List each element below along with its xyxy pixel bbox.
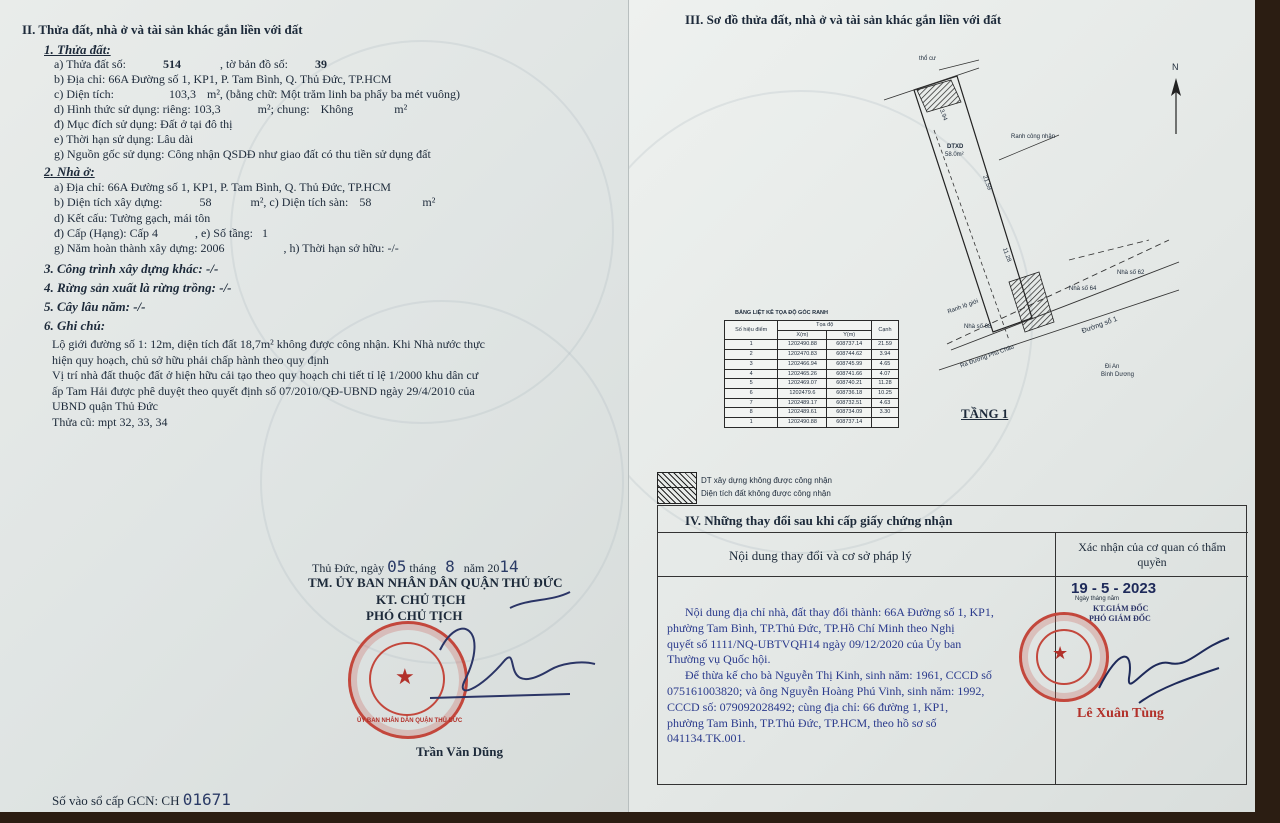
coord-cell-e: 4.65 — [871, 359, 898, 369]
coord-cell-x: 1202479.6 — [778, 388, 827, 398]
plot-diagram — [879, 50, 1199, 430]
house-g: g) Năm hoàn thành xây dựng: 2006 , h) Thời hạn sở hữu: -/- — [54, 241, 399, 255]
map-label-dian2: Bình Dương — [1101, 372, 1134, 378]
signer-name: Trần Văn Dũng — [416, 744, 503, 759]
stamp-role2: PHÓ GIÁM ĐỐC — [1089, 614, 1151, 623]
coord-row — [725, 340, 899, 350]
north-label: N — [1172, 62, 1179, 72]
stamp-date: 19 - 5 - 2023 — [1071, 580, 1157, 597]
changes-title-divider — [657, 532, 1248, 533]
note-line: Lộ giới đường số 1: 12m, diện tích đất 18,7m² không được công nhận. Khi Nhà nước thực — [52, 337, 485, 351]
notes — [52, 337, 485, 430]
note-line: UBND quận Thủ Đức — [52, 399, 158, 413]
land-b: b) Địa chỉ: 66A Đường số 1, KP1, P. Tam Bình, Q. Thủ Đức, TP.HCM — [54, 72, 392, 86]
coord-cell-y: 608745.99 — [827, 359, 872, 369]
coord-cell-y: 608736.18 — [827, 388, 872, 398]
map-label-no62: Nhà số 62 — [1117, 270, 1145, 276]
coord-cell-e — [871, 418, 898, 428]
content-line: 075161003820; và ông Nguyễn Hoàng Phú Vinh, sinh năm: 1992, — [667, 683, 985, 698]
register-number: Số vào sổ cấp GCN: CH 01671 — [52, 790, 231, 809]
map-label-boundary: Ranh công nhận — [1011, 134, 1056, 140]
map-label-ranh: Ranh lộ giới — [946, 298, 980, 316]
section-title: II. Thửa đất, nhà ở và tài sản khác gắn liền với đất — [22, 22, 303, 37]
content-line: phường Tam Bình, TP.Thủ Đức, TP.HCM, theo hồ sơ số — [667, 715, 937, 730]
coord-cell-e: 21.59 — [871, 340, 898, 350]
land-f: e) Thời hạn sử dụng: Lâu dài — [54, 132, 194, 146]
land-c: c) Diện tích: 103,3 m², (bằng chữ: Một trăm linh ba phẩy ba mét vuông) — [54, 87, 461, 101]
map-label-no68: Nhà số 68 — [964, 324, 992, 330]
land-g: g) Nguồn gốc sử dụng: Công nhận QSDĐ như giao đất có thu tiền sử dụng đất — [54, 147, 431, 161]
stamp-role1: KT.GIÁM ĐỐC — [1093, 604, 1149, 613]
item-6: 6. Ghi chú: — [44, 318, 106, 333]
coord-cell-y: 608732.51 — [827, 398, 872, 408]
coord-cell-y: 608741.66 — [827, 369, 872, 379]
land-heading: 1. Thửa đất: — [44, 42, 111, 57]
coord-cell-n: 5 — [725, 379, 778, 389]
coord-cell-x: 1202470.83 — [778, 350, 827, 360]
stamp-date-labels: Ngày tháng năm — [1075, 596, 1120, 602]
coord-cell-n: 7 — [725, 398, 778, 408]
content-line: CCCD số: 079092028492; cùng địa chỉ: 66 đường 1, KP1, — [667, 699, 949, 714]
coord-row — [725, 408, 899, 418]
content-line: Để thừa kế cho bà Nguyễn Thị Kinh, sinh năm: 1961, CCCD số — [685, 668, 992, 683]
th-x: X(m) — [778, 330, 827, 340]
stamp-signer: Lê Xuân Tùng — [1077, 706, 1164, 721]
coord-cell-n: 8 — [725, 408, 778, 418]
north-arrow-icon — [1169, 78, 1183, 139]
item-3: 3. Công trình xây dựng khác: -/- — [44, 261, 219, 276]
coord-cell-n: 2 — [725, 350, 778, 360]
coord-cell-e: 11.28 — [871, 379, 898, 389]
coord-cell-n: 4 — [725, 369, 778, 379]
coord-cell-e: 4.07 — [871, 369, 898, 379]
house-a: a) Địa chỉ: 66A Đường số 1, KP1, P. Tam Bình, Q. Thủ Đức, TP.HCM — [54, 180, 391, 194]
coord-cell-x: 1202465.26 — [778, 369, 827, 379]
note-line: Thửa cũ: mpt 32, 33, 34 — [52, 414, 168, 429]
content-line: Thường vụ Quốc hội. — [667, 652, 771, 667]
coord-cell-e: 3.94 — [871, 350, 898, 360]
th-point: Số hiệu điểm — [725, 321, 778, 340]
map-label-dim-mid: 11.28 — [1000, 247, 1012, 263]
map-label-road1: Đường số 1 — [1080, 315, 1119, 336]
map-label-dtxd-area: 58.0m² — [945, 152, 964, 158]
section-title: III. Sơ đồ thửa đất, nhà ở và tài sản khác gắn liền với đất — [685, 12, 1002, 27]
coord-cell-x: 1202469.07 — [778, 379, 827, 389]
note-line: Vị trí nhà đất thuộc đất ở hiện hữu cải tạo theo quy hoạch chi tiết tỉ lệ 1/2000 khu dân cư — [52, 368, 479, 382]
signer-role2: PHÓ CHỦ TỊCH — [366, 608, 463, 623]
coord-cell-x: 1202489.61 — [778, 408, 827, 418]
map-label-dian: Đi An — [1105, 364, 1120, 370]
star-icon: ★ — [1052, 643, 1069, 663]
star-icon: ★ — [395, 664, 415, 689]
coord-table-title: BẢNG LIỆT KÊ TỌA ĐỘ GÓC RANH — [735, 310, 828, 316]
legend-2: Diện tích đất không được công nhận — [701, 489, 831, 498]
house-e: đ) Cấp (Hạng): Cấp 4 , e) Số tầng: 1 — [54, 226, 268, 240]
coord-cell-y: 608737.14 — [827, 418, 872, 428]
map-label-road2: Ra Đường Phú Châu — [959, 344, 1015, 370]
content-line: phường Tam Bình, TP.Thủ Đức, TP.Hồ Chí Minh theo Nghị — [667, 620, 955, 635]
coord-row — [725, 418, 899, 428]
item-4: 4. Rừng sản xuất là rừng trồng: -/- — [44, 280, 232, 295]
floor-label: TẦNG 1 — [961, 406, 1009, 421]
coord-cell-x: 1202490.88 — [778, 418, 827, 428]
content-line: 041134.TK.001. — [667, 731, 746, 746]
coord-row — [725, 398, 899, 408]
th-edge: Cạnh — [871, 321, 898, 340]
note-line: ấp Tam Hải được phê duyệt theo quyết định số 07/2010/QĐ-UBND ngày 29/4/2010 của — [52, 383, 475, 398]
map-label-dim-top: 3.94 — [938, 108, 948, 122]
coord-cell-e: 3.30 — [871, 408, 898, 418]
coord-cell-e: 10.25 — [871, 388, 898, 398]
coord-row — [725, 350, 899, 360]
coord-cell-y: 608734.09 — [827, 408, 872, 418]
legend-hatch-icon — [657, 472, 697, 504]
left-page — [0, 0, 628, 812]
coord-row — [725, 388, 899, 398]
house-d: d) Kết cấu: Tường gạch, mái tôn — [54, 211, 211, 225]
coord-cell-n: 6 — [725, 388, 778, 398]
house-heading: 2. Nhà ở: — [44, 164, 95, 179]
map-label-dtxd: DTXD — [947, 144, 964, 150]
changes-col2: Xác nhận của cơ quan có thẩm quyền — [1078, 540, 1226, 569]
th-y: Y(m) — [827, 330, 872, 340]
coord-row — [725, 369, 899, 379]
coord-cell-y: 608744.62 — [827, 350, 872, 360]
item-5: 5. Cây lâu năm: -/- — [44, 299, 146, 314]
legend-1: DT xây dựng không được công nhận — [701, 476, 832, 485]
coord-table — [724, 320, 899, 428]
seal-text: ỦY BAN NHÂN DÂN QUẬN THỦ ĐỨC — [357, 718, 463, 724]
coord-cell-n: 3 — [725, 359, 778, 369]
coord-row — [725, 359, 899, 369]
changes-col1: Nội dung thay đổi và cơ sở pháp lý — [729, 548, 912, 563]
changes-header-divider — [657, 576, 1248, 577]
issue-date: Thủ Đức, ngày 05 tháng 8 năm 2014 — [312, 557, 519, 576]
land-a: a) Thửa đất số: 514 , tờ bản đồ số: 39 — [54, 57, 327, 71]
coord-cell-x: 1202490.88 — [778, 340, 827, 350]
coord-cell-n: 1 — [725, 418, 778, 428]
signature-left — [410, 590, 600, 720]
signature-right — [1079, 618, 1239, 708]
house-b: b) Diện tích xây dựng: 58 m², c) Diện tích sàn: 58 m² — [54, 195, 436, 209]
signer-role1: KT. CHỦ TỊCH — [376, 592, 466, 607]
content-line: quyết số 1111/NQ-UBTVQH14 ngày 09/12/2020 của Ủy ban — [667, 636, 962, 651]
map-label-no64: Nhà số 64 — [1069, 286, 1097, 292]
changes-title: IV. Những thay đổi sau khi cấp giấy chứng nhận — [685, 513, 953, 528]
legend-divider — [657, 487, 695, 488]
content-line: Nội dung địa chỉ nhà, đất thay đổi thành: 66A Đường số 1, KP1, — [685, 605, 994, 619]
right-page — [628, 0, 1255, 812]
land-e: đ) Mục đích sử dụng: Đất ở tại đô thị — [54, 117, 233, 131]
note-line: hiện quy hoạch, chủ sở hữu phải chấp hành theo quy định — [52, 352, 329, 367]
coord-cell-x: 1202466.94 — [778, 359, 827, 369]
coord-cell-n: 1 — [725, 340, 778, 350]
map-label-dim-side: 21.59 — [981, 174, 992, 192]
changes-content — [667, 605, 994, 747]
coord-row — [725, 379, 899, 389]
signer-org: TM. ỦY BAN NHÂN DÂN QUẬN THỦ ĐỨC — [308, 575, 563, 590]
th-coord: Tọa độ — [778, 321, 872, 331]
map-label-top: thổ cư — [919, 56, 937, 62]
coord-cell-x: 1202489.17 — [778, 398, 827, 408]
coord-cell-y: 608740.21 — [827, 379, 872, 389]
coord-cell-e: 4.63 — [871, 398, 898, 408]
coord-cell-y: 608737.14 — [827, 340, 872, 350]
land-d: d) Hình thức sử dụng: riêng: 103,3 m²; chung: Không m² — [54, 102, 408, 116]
